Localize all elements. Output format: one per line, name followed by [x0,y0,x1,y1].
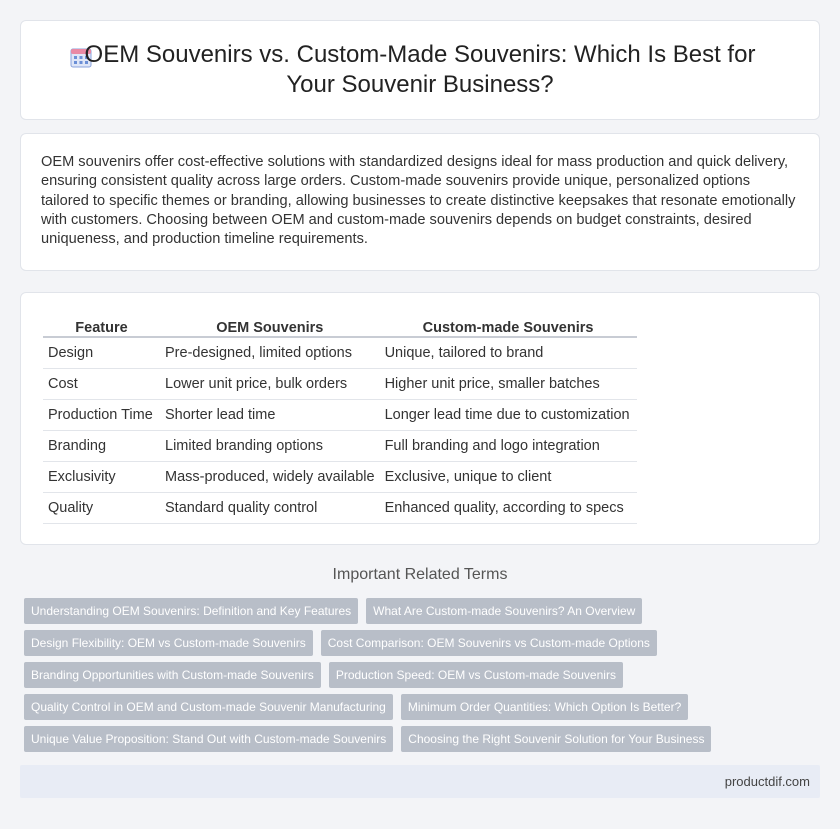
tag-row [24,598,824,624]
related-term-link[interactable]: Design Flexibility: OEM vs Custom-made Souvenirs [24,630,313,656]
related-terms-heading: Important Related Terms [332,566,508,583]
table-cell: Higher unit price, smaller batches [380,369,637,400]
related-term-link[interactable]: Choosing the Right Souvenir Solution for Your Business [401,726,711,752]
related-terms-list [24,598,824,758]
table-header-row [43,316,637,338]
summary-card [20,133,820,271]
table-row [43,338,637,369]
table-row [43,369,637,400]
footer-site-link[interactable]: productdif.com [724,774,810,789]
comparison-card [20,292,820,545]
table-row [43,462,637,493]
summary-paragraph: OEM souvenirs offer cost-effective solutions with standardized designs ideal for mass production and quick delivery, ensuring consistent quality across large orders. Custom-made souvenirs provide unique, personalized options tailored to specific themes or branding, allowing businesses to create distinctive keepsakes that resonate emotionally with customers. Choosing between OEM and custom-made souvenirs depends on budget constraints, desired uniqueness, and production timeline requirements. [41,154,796,248]
header-oem: OEM Souvenirs [160,316,380,338]
header-feature: Feature [43,316,160,338]
table-row [43,431,637,462]
table-cell: Production Time [43,400,160,431]
related-term-link[interactable]: Unique Value Proposition: Stand Out with Custom-made Souvenirs [24,726,393,752]
table-cell: Cost [43,369,160,400]
table-cell: Design [43,338,160,369]
table-cell: Unique, tailored to brand [380,338,637,369]
related-term-link[interactable]: Quality Control in OEM and Custom-made Souvenir Manufacturing [24,694,393,720]
page-title: OEM Souvenirs vs. Custom-Made Souvenirs: Which Is Best for Your Souvenir Business? [84,41,756,98]
related-term-link[interactable]: Understanding OEM Souvenirs: Definition and Key Features [24,598,358,624]
table-cell: Pre-designed, limited options [160,338,380,369]
table-cell: Mass-produced, widely available [160,462,380,493]
table-cell: Exclusive, unique to client [380,462,637,493]
table-cell: Enhanced quality, according to specs [380,493,637,524]
title-card [20,20,820,120]
related-term-link[interactable]: Branding Opportunities with Custom-made Souvenirs [24,662,321,688]
related-term-link[interactable]: Cost Comparison: OEM Souvenirs vs Custom-made Options [321,630,657,656]
related-term-link[interactable]: What Are Custom-made Souvenirs? An Overview [366,598,642,624]
table-cell: Branding [43,431,160,462]
related-term-link[interactable]: Production Speed: OEM vs Custom-made Souvenirs [329,662,623,688]
table-cell: Lower unit price, bulk orders [160,369,380,400]
table-cell: Longer lead time due to customization [380,400,637,431]
table-cell: Shorter lead time [160,400,380,431]
header-custom: Custom-made Souvenirs [380,316,637,338]
tag-row [24,726,824,752]
footer-bar [20,765,820,798]
table-cell: Quality [43,493,160,524]
tag-row [24,630,824,656]
related-term-link[interactable]: Minimum Order Quantities: Which Option Is Better? [401,694,688,720]
table-row [43,493,637,524]
table-cell: Standard quality control [160,493,380,524]
table-cell: Exclusivity [43,462,160,493]
tag-row [24,662,824,688]
comparison-table [43,316,637,524]
table-row [43,400,637,431]
table-cell: Limited branding options [160,431,380,462]
table-cell: Full branding and logo integration [380,431,637,462]
tag-row [24,694,824,720]
